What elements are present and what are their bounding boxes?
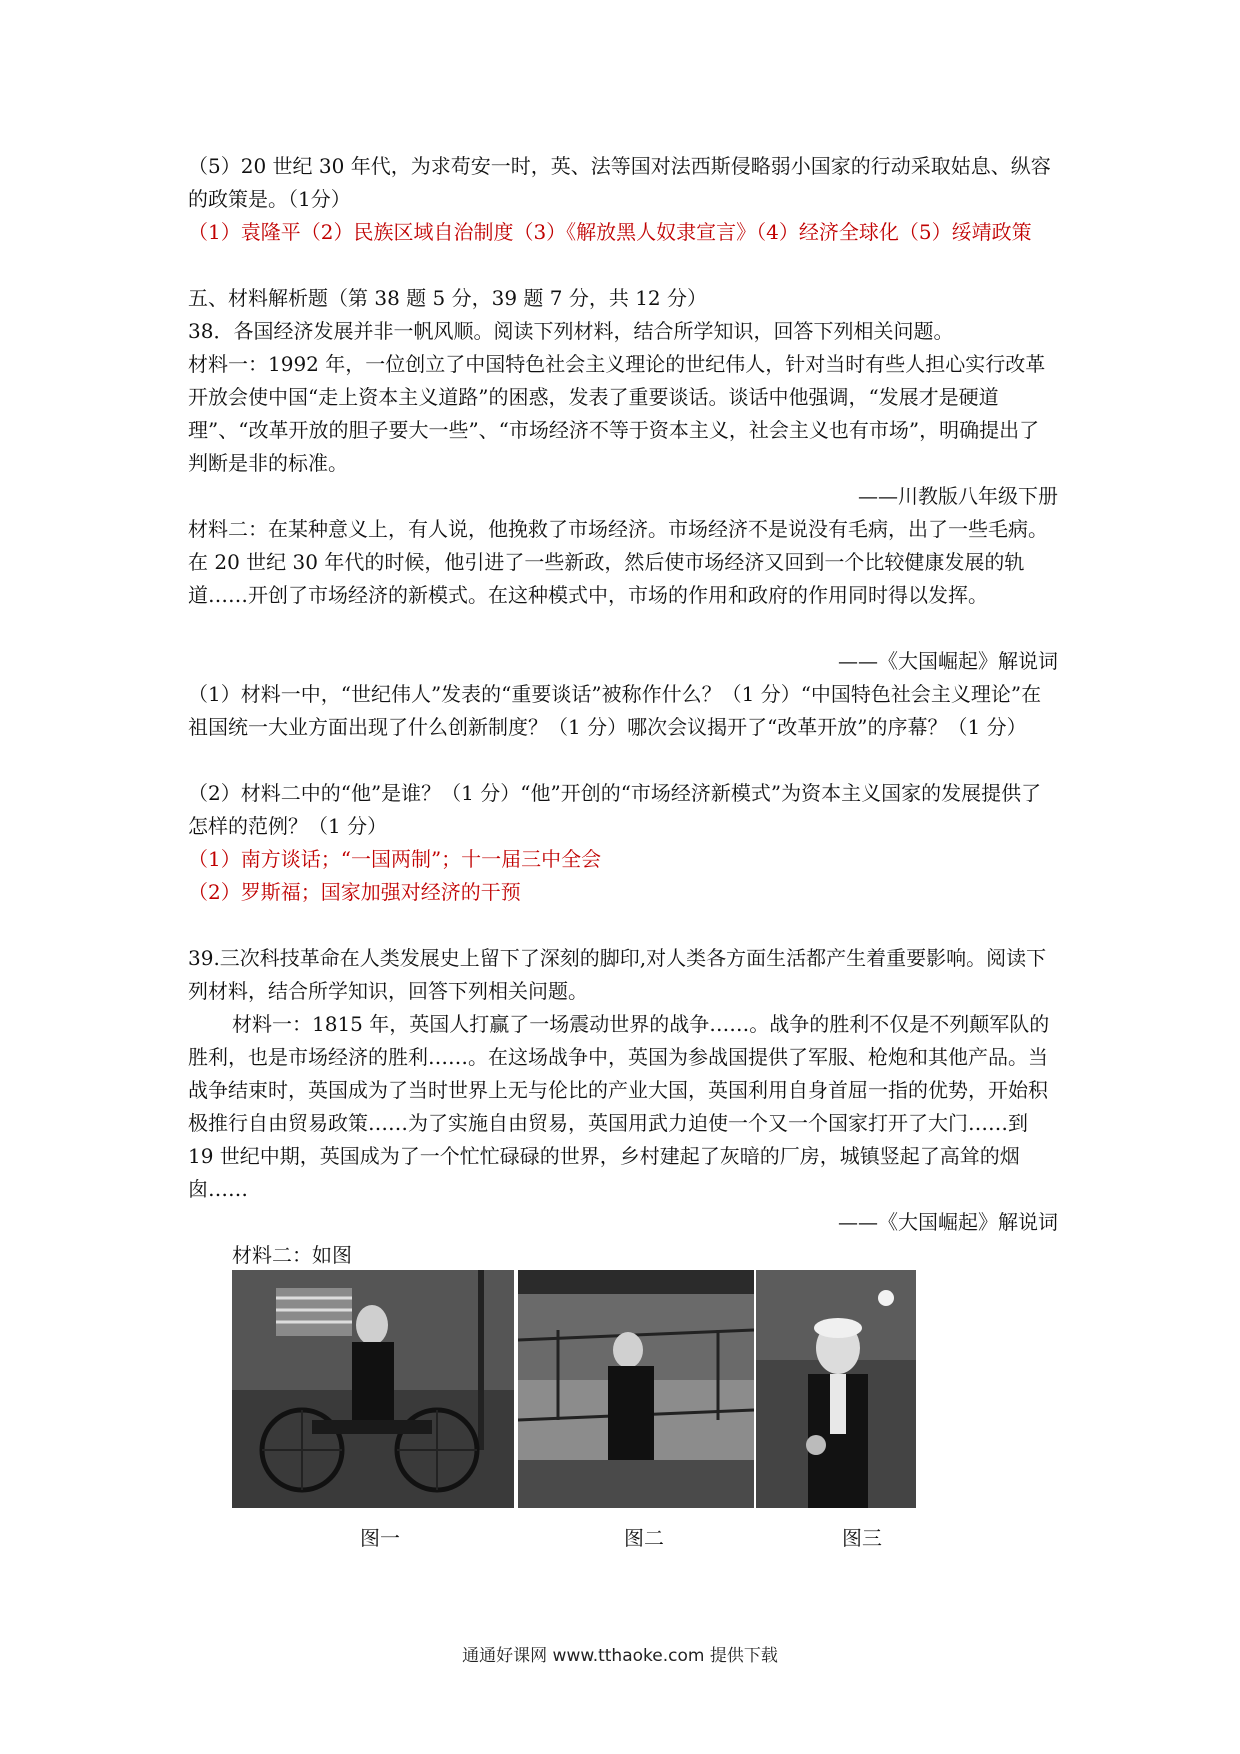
- figure-1-car-photo: [232, 1270, 514, 1508]
- question-38-sub-2: （2）材料二中的“他”是谁？（1 分）“他”开创的“市场经济新模式”为资本主义国家的发展提供了怎样的范例？（1 分）: [188, 781, 1042, 838]
- question-39-material-2: 材料二：如图: [232, 1243, 352, 1267]
- question-38-stem: 38．各国经济发展并非一帆风顺。阅读下列材料，结合所学知识，回答下列相关问题。: [188, 319, 954, 343]
- question-39-stem: 39.三次科技革命在人类发展史上留下了深刻的脚印,对人类各方面生活都产生着重要影响。阅读下列材料，结合所学知识，回答下列相关问题。: [188, 946, 1047, 1003]
- section-5-title: 五、材料解析题（第 38 题 5 分，39 题 7 分，共 12 分）: [188, 286, 708, 310]
- question-38-source-1: ——川教版八年级下册: [858, 484, 1058, 508]
- question-38-material-1: 材料一：1992 年，一位创立了中国特色社会主义理论的世纪伟人，针对当时有些人担心实行改革开放会使中国“走上资本主义道路”的困惑，发表了重要谈话。谈话中他强调，“发展才是硬道理”、“改革开放的胆子要大一些”、“市场经济不等于资本主义，社会主义也有市场”，明确提出了判断是非的标准。: [188, 352, 1046, 475]
- question-38-sub-1: （1）材料一中，“世纪伟人”发表的“重要谈话”被称作什么？（1 分）“中国特色社会主义理论”在祖国统一大业方面出现了什么创新制度？（1 分）哪次会议揭开了“改革开放”的序幕？（1 分）: [188, 682, 1042, 739]
- question-5-answer: （1）袁隆平（2）民族区域自治制度（3）《解放黑人奴隶宣言》（4）经济全球化（5）绥靖政策: [188, 220, 1032, 244]
- footer-download-note: 通通好课网 www.tthaoke.com 提供下载: [462, 1646, 778, 1666]
- figure-3-lightbulb-photo: [756, 1270, 916, 1508]
- question-38-material-2: 材料二：在某种意义上，有人说，他挽救了市场经济。市场经济不是说没有毛病，出了一些毛病。在 20 世纪 30 年代的时候，他引进了一些新政，然后使市场经济又回到一个比较健康发展的轨道……开创了市场经济的新模式。在这种模式中，市场的作用和政府的作用同时得以发挥。: [188, 517, 1048, 607]
- question-38-answer-1: （1）南方谈话；“一国两制”；十一届三中全会: [188, 847, 602, 871]
- figure-3-caption: 图三: [842, 1526, 882, 1550]
- question-38-source-2: ——《大国崛起》解说词: [838, 649, 1058, 673]
- question-5-text: （5）20 世纪 30 年代，为求苟安一时，英、法等国对法西斯侵略弱小国家的行动采取姑息、纵容的政策是。（1分）: [188, 154, 1051, 211]
- figure-2-airplane-photo: [518, 1270, 754, 1508]
- figure-2-caption: 图二: [624, 1526, 664, 1550]
- question-38-answer-2: （2）罗斯福；国家加强对经济的干预: [188, 880, 521, 904]
- question-39-source-1: ——《大国崛起》解说词: [838, 1210, 1058, 1234]
- figure-1-caption: 图一: [360, 1526, 400, 1550]
- question-39-material-1: 材料一：1815 年，英国人打赢了一场震动世界的战争……。战争的胜利不仅是不列颠军队的胜利，也是市场经济的胜利……。在这场战争中，英国为参战国提供了军服、枪炮和其他产品。当战争结束时，英国成为了当时世界上无与伦比的产业大国，英国利用自身首屈一指的优势，开始积极推行自由贸易政策……为了实施自由贸易，英国用武力迫使一个又一个国家打开了大门……到 19 世纪中期，英国成为了一个忙忙碌碌的世界，乡村建起了灰暗的厂房，城镇竖起了高耸的烟囱……: [188, 1012, 1050, 1201]
